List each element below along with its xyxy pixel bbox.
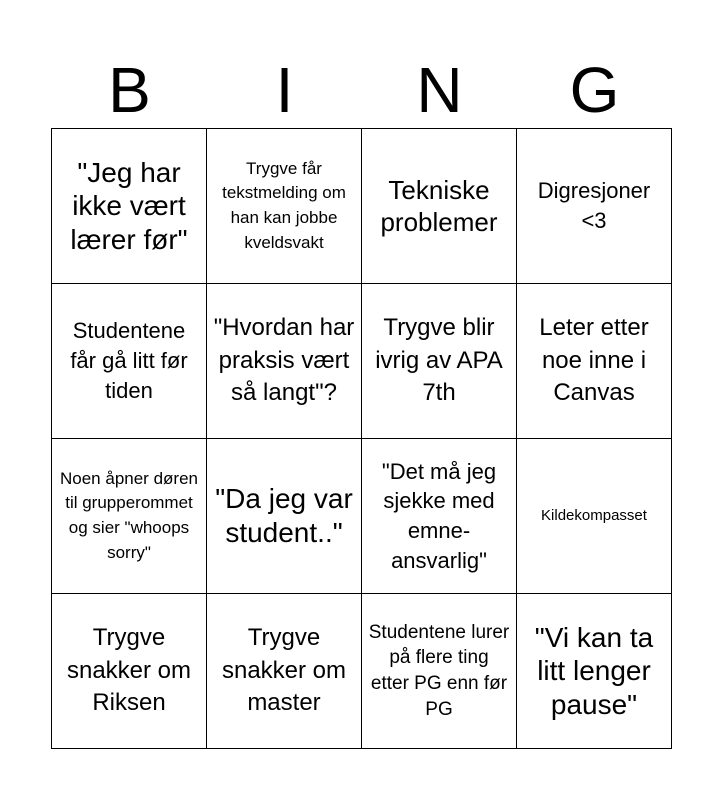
cell-text: "Jeg har ikke vært lærer før" <box>70 156 188 255</box>
bingo-cell[interactable] <box>207 594 362 749</box>
bingo-cell[interactable] <box>362 129 517 284</box>
cell-text: Studentene lurer på flere ting etter PG enn før PG <box>368 621 510 720</box>
bingo-cell[interactable] <box>52 129 207 284</box>
bingo-cell[interactable] <box>517 129 672 284</box>
header-letter-n: N <box>416 54 463 126</box>
cell-text: Digresjoner <3 <box>537 178 651 233</box>
bingo-cell[interactable] <box>517 284 672 439</box>
bingo-cell[interactable] <box>362 594 517 749</box>
cell-text: Noen åpner døren til grupperommet og sier "whoops sorry" <box>60 468 198 562</box>
bingo-grid <box>51 128 672 749</box>
bingo-cell[interactable] <box>207 129 362 284</box>
cell-text: "Hvordan har praksis vært så langt"? <box>213 314 355 407</box>
cell-text: "Det må jeg sjekke med emne-ansvarlig" <box>381 458 497 573</box>
cell-text: "Vi kan ta litt lenger pause" <box>534 621 654 720</box>
cell-text: Trygve blir ivrig av APA 7th <box>375 314 503 407</box>
bingo-cell[interactable] <box>517 439 672 594</box>
bingo-cell[interactable] <box>362 284 517 439</box>
cell-text: Trygve snakker om master <box>221 624 347 717</box>
cell-text: Leter etter noe inne i Canvas <box>539 314 649 407</box>
cell-text: Trygve får tekstmelding om han kan jobbe kveldsvakt <box>222 158 346 252</box>
bingo-cell[interactable] <box>52 284 207 439</box>
cell-text: Kildekompasset <box>541 507 647 525</box>
cell-text: Trygve snakker om Riksen <box>66 624 192 717</box>
bingo-cell[interactable] <box>517 594 672 749</box>
bingo-cell[interactable] <box>362 439 517 594</box>
cell-text: Studentene får gå litt før tiden <box>70 318 188 403</box>
cell-text: Tekniske problemer <box>380 174 498 237</box>
bingo-cell[interactable] <box>207 284 362 439</box>
bingo-header <box>52 52 672 128</box>
bingo-cell[interactable] <box>207 439 362 594</box>
header-letter-g: G <box>569 54 620 126</box>
header-letter-i: I <box>275 54 294 126</box>
bingo-cell[interactable] <box>52 439 207 594</box>
cell-text: "Da jeg var student.." <box>215 483 353 548</box>
bingo-cell[interactable] <box>52 594 207 749</box>
header-letter-b: B <box>108 54 151 126</box>
